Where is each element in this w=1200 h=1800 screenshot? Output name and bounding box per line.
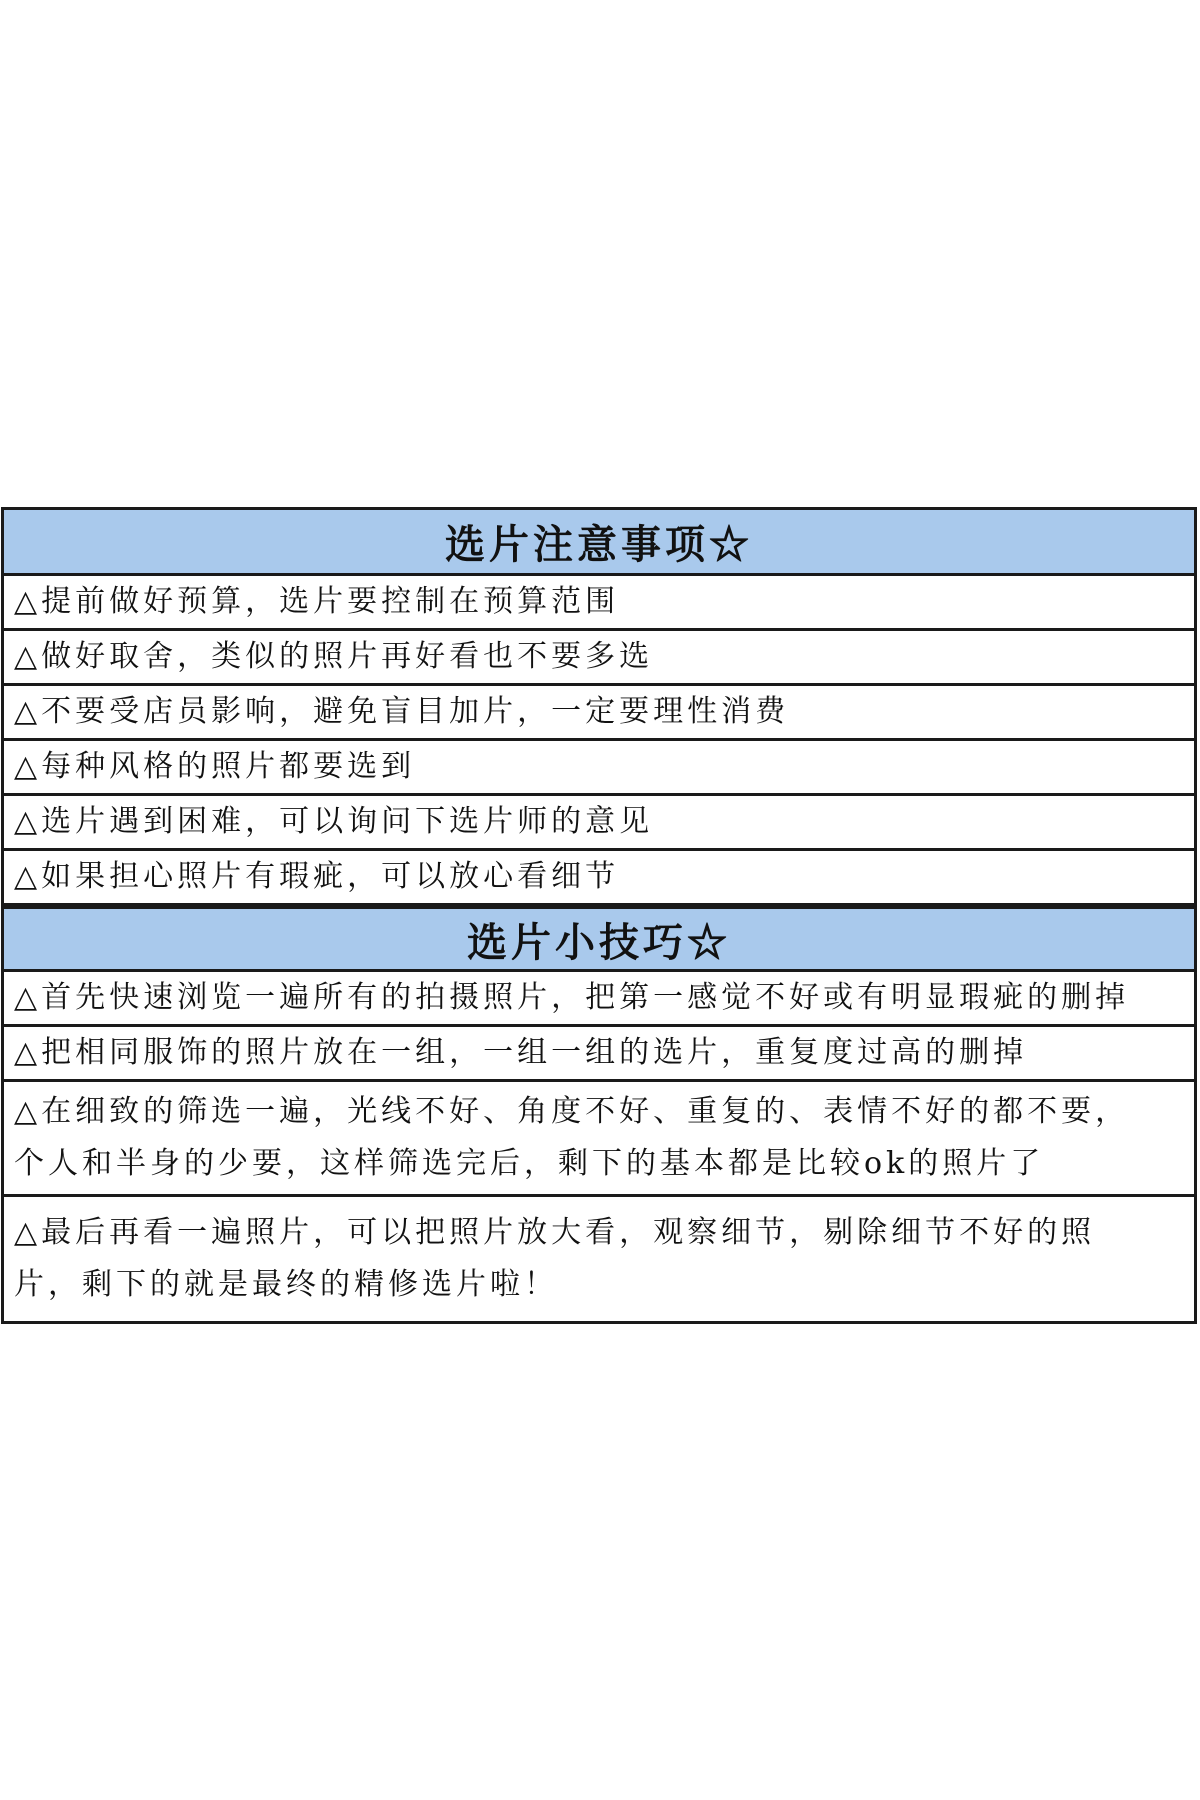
tip-item <box>4 1027 1194 1082</box>
tip-line: 个人和半身的少要，这样筛选完后，剩下的基本都是比较ok的照片了 <box>14 1146 1045 1181</box>
note-item: △每种风格的照片都要选到 <box>4 741 1194 796</box>
note-item: △不要受店员影响，避免盲目加片，一定要理性消费 <box>4 686 1194 741</box>
tip-line: △把相同服饰的照片放在一组，一组一组的选片，重复度过高的删掉 <box>14 1035 1028 1070</box>
tip-item <box>4 1082 1194 1197</box>
section-title-tips: 选片小技巧☆ <box>4 906 1194 972</box>
tip-item <box>4 972 1194 1027</box>
tip-item <box>4 1197 1194 1321</box>
tips-table <box>1 507 1197 1324</box>
note-item: △如果担心照片有瑕疵，可以放心看细节 <box>4 851 1194 906</box>
tip-line: △首先快速浏览一遍所有的拍摄照片，把第一感觉不好或有明显瑕疵的删掉 <box>14 980 1130 1015</box>
section-title-notes: 选片注意事项☆ <box>4 510 1194 576</box>
note-item: △选片遇到困难，可以询问下选片师的意见 <box>4 796 1194 851</box>
tip-line: 片，剩下的就是最终的精修选片啦！ <box>14 1267 558 1302</box>
tip-text <box>14 1207 1095 1311</box>
note-item: △做好取舍，类似的照片再好看也不要多选 <box>4 631 1194 686</box>
tip-line: △在细致的筛选一遍，光线不好、角度不好、重复的、表情不好的都不要， <box>14 1094 1130 1129</box>
note-item: △提前做好预算，选片要控制在预算范围 <box>4 576 1194 631</box>
tip-text <box>14 1086 1129 1190</box>
tip-line: △最后再看一遍照片，可以把照片放大看，观察细节，剔除细节不好的照 <box>14 1215 1096 1250</box>
